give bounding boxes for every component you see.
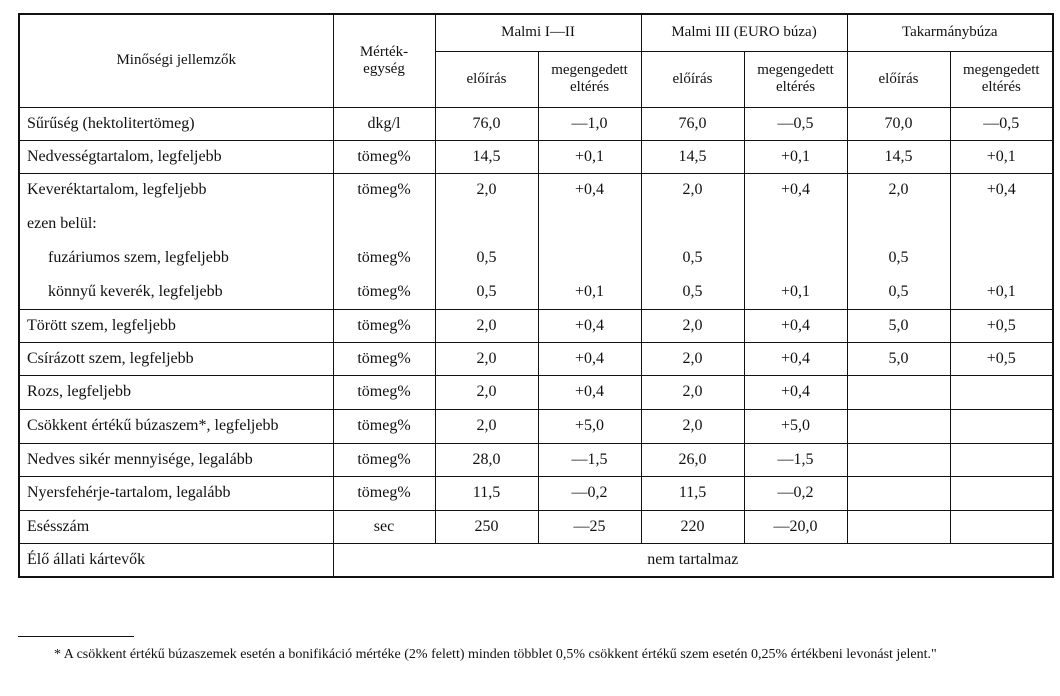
table-row bbox=[19, 476, 1053, 510]
value-cell: +0,4 bbox=[744, 309, 847, 342]
value-cell bbox=[950, 443, 1053, 476]
value-cell: 0,5 bbox=[847, 241, 950, 275]
value-cell: 11,5 bbox=[435, 476, 538, 510]
row-label: fuzáriumos szem, legfeljebb bbox=[19, 241, 333, 275]
table-row bbox=[19, 443, 1053, 476]
table-row bbox=[19, 107, 1053, 140]
table-row bbox=[19, 309, 1053, 342]
table-row bbox=[19, 207, 1053, 241]
table-row bbox=[19, 409, 1053, 443]
value-cell bbox=[950, 241, 1053, 275]
unit-cell: dkg/l bbox=[333, 107, 435, 140]
unit-cell: tömeg% bbox=[333, 173, 435, 207]
value-cell: +0,4 bbox=[744, 342, 847, 375]
value-cell: +0,4 bbox=[744, 375, 847, 409]
value-cell: —25 bbox=[538, 510, 641, 543]
value-cell bbox=[744, 207, 847, 241]
value-cell: +0,4 bbox=[744, 173, 847, 207]
value-cell: 14,5 bbox=[435, 140, 538, 173]
row-label: Keveréktartalom, legfeljebb bbox=[19, 173, 333, 207]
value-cell: 76,0 bbox=[435, 107, 538, 140]
value-cell: +0,1 bbox=[950, 140, 1053, 173]
value-cell: +0,4 bbox=[538, 173, 641, 207]
value-cell: 2,0 bbox=[435, 309, 538, 342]
value-cell bbox=[950, 510, 1053, 543]
value-cell: 14,5 bbox=[847, 140, 950, 173]
value-cell: +0,4 bbox=[538, 375, 641, 409]
value-cell: 2,0 bbox=[641, 409, 744, 443]
value-cell: 0,5 bbox=[847, 275, 950, 309]
value-cell: —1,0 bbox=[538, 107, 641, 140]
row-label: Nyersfehérje-tartalom, legalább bbox=[19, 476, 333, 510]
value-cell: 70,0 bbox=[847, 107, 950, 140]
sub-header-elteres: megengedett eltérés bbox=[538, 51, 641, 107]
unit-cell: tömeg% bbox=[333, 309, 435, 342]
value-cell bbox=[847, 476, 950, 510]
sub-header-elteres: megengedett eltérés bbox=[950, 51, 1053, 107]
value-cell: +0,4 bbox=[538, 342, 641, 375]
value-cell: +0,5 bbox=[950, 309, 1053, 342]
row-label: Esésszám bbox=[19, 510, 333, 543]
quality-header: Minőségi jellemzők bbox=[19, 14, 333, 107]
value-cell: 250 bbox=[435, 510, 538, 543]
unit-cell: tömeg% bbox=[333, 375, 435, 409]
value-cell: 2,0 bbox=[641, 375, 744, 409]
row-label: ezen belül: bbox=[19, 207, 333, 241]
value-cell bbox=[847, 510, 950, 543]
unit-cell: tömeg% bbox=[333, 342, 435, 375]
value-cell bbox=[641, 207, 744, 241]
group-header-malmi-1-2: Malmi I—II bbox=[435, 14, 641, 51]
value-cell: +5,0 bbox=[538, 409, 641, 443]
unit-cell bbox=[333, 207, 435, 241]
value-cell: —0,5 bbox=[744, 107, 847, 140]
value-cell: 220 bbox=[641, 510, 744, 543]
value-cell bbox=[950, 375, 1053, 409]
quality-table bbox=[18, 13, 1054, 578]
unit-cell: sec bbox=[333, 510, 435, 543]
sub-header-elteres: megengedett eltérés bbox=[744, 51, 847, 107]
value-cell bbox=[847, 443, 950, 476]
value-cell: 2,0 bbox=[641, 309, 744, 342]
row-label: Nedvességtartalom, legfeljebb bbox=[19, 140, 333, 173]
value-cell bbox=[744, 241, 847, 275]
row-label: Csírázott szem, legfeljebb bbox=[19, 342, 333, 375]
value-cell: 76,0 bbox=[641, 107, 744, 140]
value-cell bbox=[435, 207, 538, 241]
table-row bbox=[19, 342, 1053, 375]
value-cell: 2,0 bbox=[435, 342, 538, 375]
table-row bbox=[19, 173, 1053, 207]
table-body bbox=[19, 107, 1053, 543]
table-row bbox=[19, 140, 1053, 173]
value-cell bbox=[847, 409, 950, 443]
value-cell bbox=[950, 476, 1053, 510]
value-cell: 2,0 bbox=[435, 409, 538, 443]
value-cell: 5,0 bbox=[847, 309, 950, 342]
value-cell: 11,5 bbox=[641, 476, 744, 510]
row-label: Törött szem, legfeljebb bbox=[19, 309, 333, 342]
merged-value-cell: nem tartalmaz bbox=[333, 543, 1053, 577]
value-cell: 0,5 bbox=[641, 241, 744, 275]
sub-header-eloiras: előírás bbox=[847, 51, 950, 107]
unit-cell: tömeg% bbox=[333, 443, 435, 476]
value-cell: +0,1 bbox=[950, 275, 1053, 309]
value-cell: —0,2 bbox=[744, 476, 847, 510]
value-cell bbox=[847, 375, 950, 409]
value-cell bbox=[538, 241, 641, 275]
value-cell: 2,0 bbox=[641, 342, 744, 375]
row-label-kartevok: Élő állati kártevők bbox=[19, 543, 333, 577]
value-cell bbox=[538, 207, 641, 241]
value-cell: 0,5 bbox=[435, 275, 538, 309]
value-cell: +0,1 bbox=[744, 140, 847, 173]
value-cell: +0,4 bbox=[950, 173, 1053, 207]
value-cell: 26,0 bbox=[641, 443, 744, 476]
unit-cell: tömeg% bbox=[333, 140, 435, 173]
group-header-takarmany: Takarmánybúza bbox=[847, 14, 1053, 51]
table-row bbox=[19, 241, 1053, 275]
footnote: * A csökkent értékű búzaszemek esetén a bonifikáció mértéke (2% felett) minden többlet 0,5% csökkent értékű szem esetén 0,25% értékbeni levonást jelent." bbox=[54, 647, 937, 662]
value-cell: 28,0 bbox=[435, 443, 538, 476]
sub-header-eloiras: előírás bbox=[641, 51, 744, 107]
table-row bbox=[19, 375, 1053, 409]
value-cell: 2,0 bbox=[435, 375, 538, 409]
value-cell: +0,4 bbox=[538, 309, 641, 342]
sub-header-eloiras: előírás bbox=[435, 51, 538, 107]
value-cell: 2,0 bbox=[847, 173, 950, 207]
value-cell: 14,5 bbox=[641, 140, 744, 173]
value-cell: —0,2 bbox=[538, 476, 641, 510]
value-cell: 2,0 bbox=[641, 173, 744, 207]
value-cell bbox=[950, 409, 1053, 443]
value-cell: +0,1 bbox=[538, 275, 641, 309]
value-cell: 2,0 bbox=[435, 173, 538, 207]
value-cell: +5,0 bbox=[744, 409, 847, 443]
group-header-malmi-3: Malmi III (EURO búza) bbox=[641, 14, 847, 51]
row-label: Csökkent értékű búzaszem*, legfeljebb bbox=[19, 409, 333, 443]
unit-cell: tömeg% bbox=[333, 476, 435, 510]
unit-cell: tömeg% bbox=[333, 241, 435, 275]
row-label: Sűrűség (hektolitertömeg) bbox=[19, 107, 333, 140]
row-label: Nedves sikér mennyisége, legalább bbox=[19, 443, 333, 476]
value-cell bbox=[847, 207, 950, 241]
footnote-rule bbox=[18, 636, 134, 637]
value-cell: 5,0 bbox=[847, 342, 950, 375]
value-cell: 0,5 bbox=[435, 241, 538, 275]
value-cell: +0,5 bbox=[950, 342, 1053, 375]
value-cell: +0,1 bbox=[744, 275, 847, 309]
value-cell: —20,0 bbox=[744, 510, 847, 543]
unit-header: Mérték- egység bbox=[333, 14, 435, 107]
unit-cell: tömeg% bbox=[333, 275, 435, 309]
value-cell bbox=[950, 207, 1053, 241]
table-row bbox=[19, 510, 1053, 543]
value-cell: —0,5 bbox=[950, 107, 1053, 140]
value-cell: —1,5 bbox=[744, 443, 847, 476]
unit-cell: tömeg% bbox=[333, 409, 435, 443]
value-cell: —1,5 bbox=[538, 443, 641, 476]
table-row bbox=[19, 275, 1053, 309]
row-label: könnyű keverék, legfeljebb bbox=[19, 275, 333, 309]
row-label: Rozs, legfeljebb bbox=[19, 375, 333, 409]
value-cell: 0,5 bbox=[641, 275, 744, 309]
value-cell: +0,1 bbox=[538, 140, 641, 173]
